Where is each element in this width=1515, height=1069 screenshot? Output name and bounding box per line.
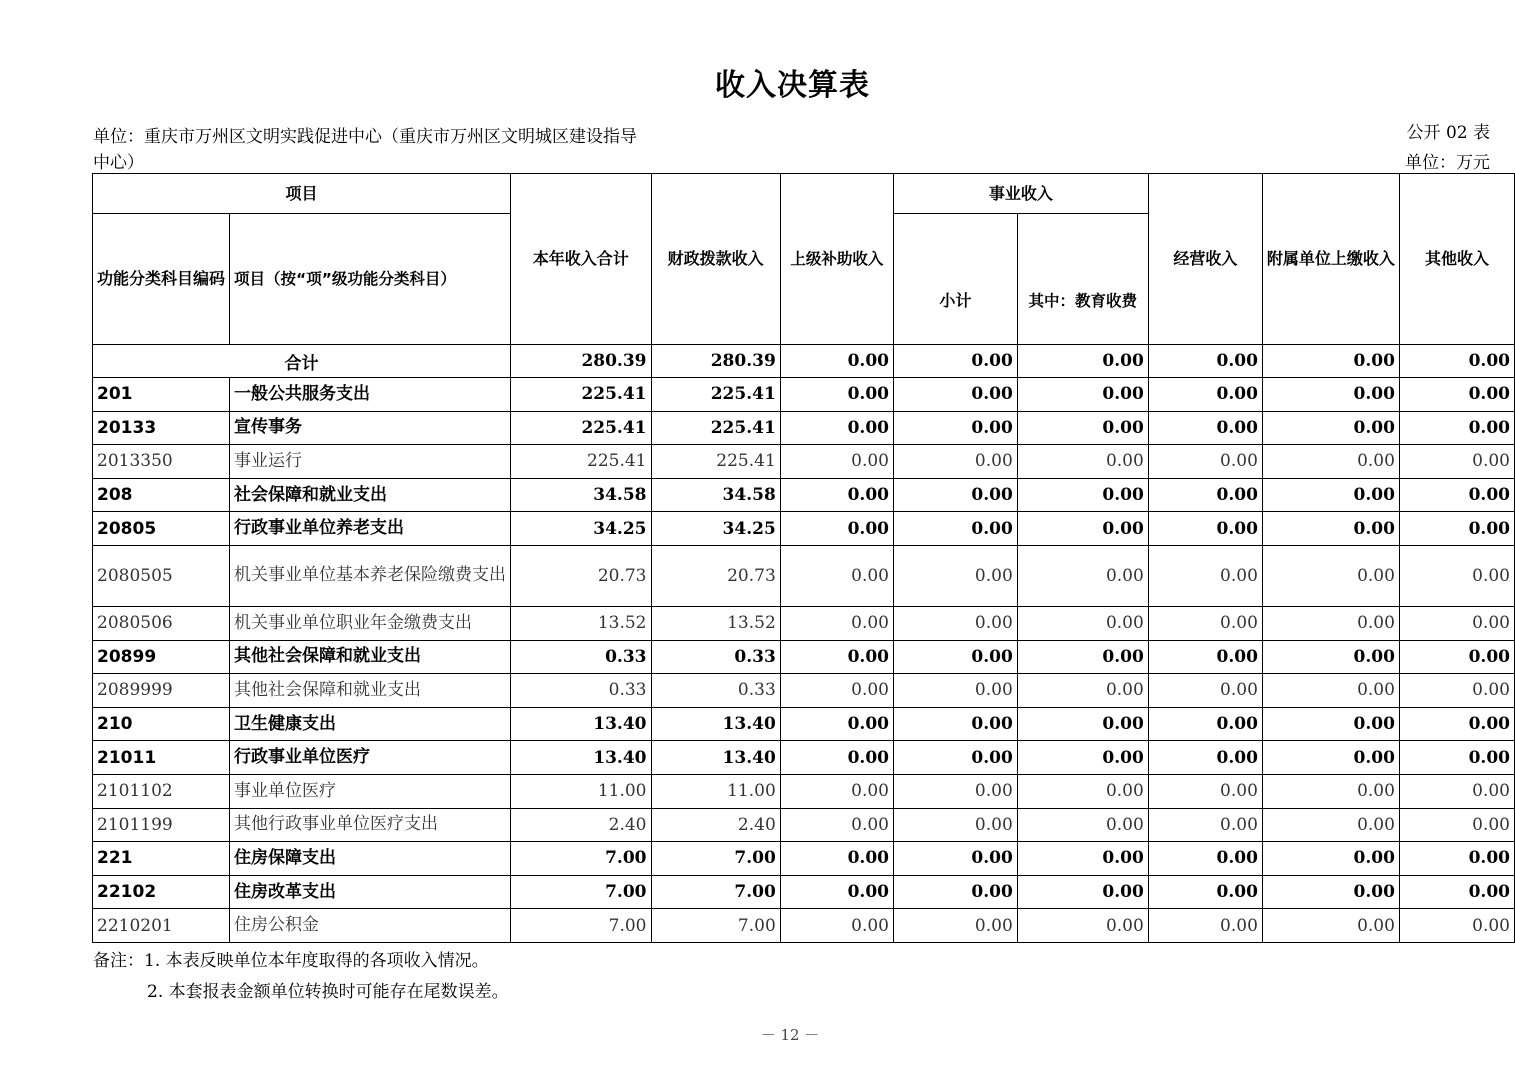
amount-cell: 0.00 bbox=[1262, 707, 1399, 741]
amount-cell: 0.00 bbox=[1399, 707, 1514, 741]
amount-cell: 0.00 bbox=[780, 445, 893, 479]
amount-cell: 0.00 bbox=[1399, 545, 1514, 606]
amount-cell: 0.00 bbox=[780, 909, 893, 943]
total-cell: 0.00 bbox=[1017, 345, 1148, 378]
amount-cell: 0.00 bbox=[1399, 512, 1514, 546]
amount-cell: 0.00 bbox=[893, 774, 1017, 808]
header-func-code: 功能分类科目编码 bbox=[93, 214, 230, 345]
amount-cell: 0.00 bbox=[1017, 411, 1148, 445]
amount-cell: 225.41 bbox=[651, 411, 780, 445]
table-row bbox=[93, 445, 1515, 479]
amount-cell: 0.00 bbox=[1399, 909, 1514, 943]
amount-cell: 34.58 bbox=[651, 478, 780, 512]
table-row bbox=[93, 774, 1515, 808]
amount-cell: 0.00 bbox=[1399, 808, 1514, 842]
amount-cell: 225.41 bbox=[651, 378, 780, 412]
total-cell: 0.00 bbox=[1399, 345, 1514, 378]
table-row bbox=[93, 707, 1515, 741]
amount-cell: 0.00 bbox=[1017, 741, 1148, 775]
header-superior-income: 上级补助收入 bbox=[780, 174, 893, 345]
func-name-cell: 机关事业单位职业年金缴费支出 bbox=[230, 606, 511, 640]
amount-cell: 0.00 bbox=[1262, 875, 1399, 909]
amount-cell: 0.00 bbox=[1262, 411, 1399, 445]
amount-cell: 225.41 bbox=[511, 411, 651, 445]
total-cell: 0.00 bbox=[1262, 345, 1399, 378]
table-row bbox=[93, 674, 1515, 708]
amount-cell: 0.00 bbox=[1148, 606, 1262, 640]
amount-cell: 7.00 bbox=[511, 875, 651, 909]
note-line: 备注：1. 本表反映单位本年度取得的各项收入情况。 bbox=[93, 951, 489, 971]
func-code-cell: 2013350 bbox=[93, 445, 230, 479]
func-name-cell: 事业运行 bbox=[230, 445, 511, 479]
func-code-cell: 22102 bbox=[93, 875, 230, 909]
amount-cell: 0.00 bbox=[1017, 445, 1148, 479]
func-name-cell: 行政事业单位医疗 bbox=[230, 741, 511, 775]
page-number: － 12 － bbox=[760, 1026, 820, 1044]
amount-cell: 0.00 bbox=[1017, 545, 1148, 606]
form-number: 公开 02 表 bbox=[1406, 123, 1490, 143]
amount-cell: 0.00 bbox=[893, 707, 1017, 741]
amount-cell: 0.00 bbox=[1017, 378, 1148, 412]
amount-cell: 7.00 bbox=[511, 909, 651, 943]
amount-cell: 0.00 bbox=[780, 640, 893, 674]
amount-cell: 0.00 bbox=[780, 545, 893, 606]
header-subtotal: 小计 bbox=[893, 214, 1017, 345]
table-row bbox=[93, 606, 1515, 640]
total-cell: 0.00 bbox=[780, 345, 893, 378]
amount-cell: 0.00 bbox=[1399, 411, 1514, 445]
func-name-cell: 住房保障支出 bbox=[230, 842, 511, 876]
amount-cell: 0.00 bbox=[1148, 774, 1262, 808]
header-project: 项目 bbox=[93, 174, 511, 214]
amount-cell: 0.00 bbox=[1017, 606, 1148, 640]
amount-cell: 13.40 bbox=[511, 707, 651, 741]
amount-cell: 0.00 bbox=[780, 842, 893, 876]
amount-cell: 0.00 bbox=[780, 606, 893, 640]
amount-cell: 7.00 bbox=[511, 842, 651, 876]
func-code-cell: 20133 bbox=[93, 411, 230, 445]
amount-cell: 7.00 bbox=[651, 909, 780, 943]
amount-cell: 0.00 bbox=[1399, 875, 1514, 909]
amount-cell: 0.00 bbox=[1262, 512, 1399, 546]
amount-cell: 0.00 bbox=[893, 478, 1017, 512]
amount-cell: 0.00 bbox=[1262, 545, 1399, 606]
amount-cell: 0.00 bbox=[780, 411, 893, 445]
amount-cell: 0.00 bbox=[780, 808, 893, 842]
amount-cell: 0.00 bbox=[893, 808, 1017, 842]
amount-cell: 0.00 bbox=[1148, 478, 1262, 512]
amount-cell: 0.00 bbox=[1262, 378, 1399, 412]
currency-unit: 单位：万元 bbox=[1405, 153, 1490, 173]
amount-cell: 0.00 bbox=[1148, 875, 1262, 909]
amount-cell: 0.00 bbox=[1399, 674, 1514, 708]
table-row bbox=[93, 411, 1515, 445]
amount-cell: 0.00 bbox=[1017, 774, 1148, 808]
amount-cell: 0.00 bbox=[893, 741, 1017, 775]
amount-cell: 0.00 bbox=[1017, 707, 1148, 741]
func-code-cell: 2101102 bbox=[93, 774, 230, 808]
amount-cell: 0.00 bbox=[893, 640, 1017, 674]
amount-cell: 13.52 bbox=[651, 606, 780, 640]
amount-cell: 0.00 bbox=[1399, 478, 1514, 512]
amount-cell: 0.00 bbox=[1262, 674, 1399, 708]
table-row bbox=[93, 875, 1515, 909]
amount-cell: 0.00 bbox=[1399, 774, 1514, 808]
amount-cell: 34.25 bbox=[511, 512, 651, 546]
amount-cell: 0.00 bbox=[1017, 875, 1148, 909]
amount-cell: 0.00 bbox=[780, 875, 893, 909]
func-code-cell: 20805 bbox=[93, 512, 230, 546]
func-code-cell: 2080505 bbox=[93, 545, 230, 606]
func-code-cell: 208 bbox=[93, 478, 230, 512]
amount-cell: 0.00 bbox=[1262, 808, 1399, 842]
header-business-income: 事业收入 bbox=[893, 174, 1148, 214]
amount-cell: 0.00 bbox=[1399, 378, 1514, 412]
amount-cell: 0.00 bbox=[1148, 842, 1262, 876]
func-name-cell: 行政事业单位养老支出 bbox=[230, 512, 511, 546]
func-code-cell: 2089999 bbox=[93, 674, 230, 708]
amount-cell: 20.73 bbox=[511, 545, 651, 606]
amount-cell: 34.25 bbox=[651, 512, 780, 546]
func-name-cell: 其他社会保障和就业支出 bbox=[230, 674, 511, 708]
table-row bbox=[93, 741, 1515, 775]
amount-cell: 0.00 bbox=[1148, 545, 1262, 606]
func-name-cell: 其他社会保障和就业支出 bbox=[230, 640, 511, 674]
amount-cell: 13.40 bbox=[651, 707, 780, 741]
func-code-cell: 2080506 bbox=[93, 606, 230, 640]
amount-cell: 2.40 bbox=[651, 808, 780, 842]
table-row bbox=[93, 512, 1515, 546]
total-label: 合计 bbox=[93, 345, 511, 378]
amount-cell: 0.00 bbox=[780, 741, 893, 775]
func-name-cell: 住房公积金 bbox=[230, 909, 511, 943]
table-row bbox=[93, 640, 1515, 674]
table-row bbox=[93, 909, 1515, 943]
func-name-cell: 宣传事务 bbox=[230, 411, 511, 445]
amount-cell: 0.00 bbox=[1262, 741, 1399, 775]
amount-cell: 0.00 bbox=[893, 411, 1017, 445]
func-name-cell: 社会保障和就业支出 bbox=[230, 478, 511, 512]
amount-cell: 0.00 bbox=[1017, 640, 1148, 674]
amount-cell: 0.00 bbox=[1148, 411, 1262, 445]
header-affiliated-income: 附属单位上缴收入 bbox=[1262, 174, 1399, 345]
amount-cell: 0.00 bbox=[1262, 909, 1399, 943]
header-row-1 bbox=[93, 174, 1515, 214]
amount-cell: 225.41 bbox=[651, 445, 780, 479]
func-code-cell: 21011 bbox=[93, 741, 230, 775]
amount-cell: 7.00 bbox=[651, 875, 780, 909]
func-name-cell: 其他行政事业单位医疗支出 bbox=[230, 808, 511, 842]
amount-cell: 0.00 bbox=[1262, 606, 1399, 640]
func-name-cell: 卫生健康支出 bbox=[230, 707, 511, 741]
func-code-cell: 210 bbox=[93, 707, 230, 741]
amount-cell: 7.00 bbox=[651, 842, 780, 876]
header-education-fee: 其中：教育收费 bbox=[1017, 214, 1148, 345]
amount-cell: 0.00 bbox=[1148, 445, 1262, 479]
func-name-cell: 事业单位医疗 bbox=[230, 774, 511, 808]
total-cell: 0.00 bbox=[893, 345, 1017, 378]
func-code-cell: 2210201 bbox=[93, 909, 230, 943]
amount-cell: 0.00 bbox=[780, 707, 893, 741]
header-func-name: 项目（按“项”级功能分类科目） bbox=[230, 214, 511, 345]
amount-cell: 0.00 bbox=[1148, 741, 1262, 775]
func-name-cell: 住房改革支出 bbox=[230, 875, 511, 909]
amount-cell: 0.00 bbox=[1262, 640, 1399, 674]
amount-cell: 13.40 bbox=[511, 741, 651, 775]
amount-cell: 0.00 bbox=[1148, 674, 1262, 708]
amount-cell: 11.00 bbox=[511, 774, 651, 808]
table-row bbox=[93, 545, 1515, 606]
amount-cell: 0.00 bbox=[1148, 640, 1262, 674]
table-row bbox=[93, 808, 1515, 842]
amount-cell: 0.00 bbox=[1262, 842, 1399, 876]
table-row bbox=[93, 478, 1515, 512]
amount-cell: 2.40 bbox=[511, 808, 651, 842]
amount-cell: 0.33 bbox=[651, 674, 780, 708]
amount-cell: 0.00 bbox=[1148, 378, 1262, 412]
table-row bbox=[93, 378, 1515, 412]
amount-cell: 0.00 bbox=[1262, 774, 1399, 808]
amount-cell: 0.00 bbox=[1017, 909, 1148, 943]
amount-cell: 0.00 bbox=[1399, 606, 1514, 640]
amount-cell: 0.00 bbox=[893, 445, 1017, 479]
total-cell: 280.39 bbox=[511, 345, 651, 378]
amount-cell: 0.00 bbox=[1017, 478, 1148, 512]
amount-cell: 0.00 bbox=[1399, 640, 1514, 674]
amount-cell: 0.00 bbox=[893, 875, 1017, 909]
amount-cell: 0.00 bbox=[1399, 741, 1514, 775]
amount-cell: 13.40 bbox=[651, 741, 780, 775]
total-cell: 0.00 bbox=[1148, 345, 1262, 378]
amount-cell: 34.58 bbox=[511, 478, 651, 512]
income-table bbox=[92, 173, 1515, 943]
total-cell: 280.39 bbox=[651, 345, 780, 378]
header-other-income: 其他收入 bbox=[1399, 174, 1514, 345]
amount-cell: 0.00 bbox=[780, 512, 893, 546]
amount-cell: 0.00 bbox=[1017, 808, 1148, 842]
amount-cell: 0.00 bbox=[1262, 445, 1399, 479]
amount-cell: 225.41 bbox=[511, 445, 651, 479]
notes bbox=[93, 946, 509, 1008]
table-row bbox=[93, 842, 1515, 876]
amount-cell: 225.41 bbox=[511, 378, 651, 412]
header-total-income: 本年收入合计 bbox=[511, 174, 651, 345]
report-title: 收入决算表 bbox=[715, 68, 870, 103]
func-code-cell: 201 bbox=[93, 378, 230, 412]
amount-cell: 0.00 bbox=[893, 545, 1017, 606]
reporting-unit: 单位：重庆市万州区文明实践促进中心（重庆市万州区文明城区建设指导中心） bbox=[93, 127, 637, 173]
amount-cell: 0.00 bbox=[893, 512, 1017, 546]
amount-cell: 0.00 bbox=[893, 909, 1017, 943]
amount-cell: 0.00 bbox=[1399, 445, 1514, 479]
func-code-cell: 221 bbox=[93, 842, 230, 876]
amount-cell: 0.33 bbox=[511, 640, 651, 674]
func-name-cell: 机关事业单位基本养老保险缴费支出 bbox=[230, 545, 511, 606]
amount-cell: 20.73 bbox=[651, 545, 780, 606]
amount-cell: 0.00 bbox=[1017, 674, 1148, 708]
header-operating-income: 经营收入 bbox=[1148, 174, 1262, 345]
amount-cell: 0.00 bbox=[780, 774, 893, 808]
amount-cell: 0.00 bbox=[780, 674, 893, 708]
note-line: 2. 本套报表金额单位转换时可能存在尾数误差。 bbox=[147, 982, 509, 1002]
func-code-cell: 2101199 bbox=[93, 808, 230, 842]
amount-cell: 0.00 bbox=[1399, 842, 1514, 876]
func-code-cell: 20899 bbox=[93, 640, 230, 674]
header-fiscal-income: 财政拨款收入 bbox=[651, 174, 780, 345]
amount-cell: 0.00 bbox=[1148, 707, 1262, 741]
amount-cell: 0.33 bbox=[651, 640, 780, 674]
func-name-cell: 一般公共服务支出 bbox=[230, 378, 511, 412]
amount-cell: 0.00 bbox=[893, 674, 1017, 708]
amount-cell: 0.00 bbox=[1148, 808, 1262, 842]
amount-cell: 0.00 bbox=[780, 478, 893, 512]
amount-cell: 0.00 bbox=[1148, 512, 1262, 546]
amount-cell: 0.00 bbox=[893, 378, 1017, 412]
amount-cell: 13.52 bbox=[511, 606, 651, 640]
total-row bbox=[93, 345, 1515, 378]
amount-cell: 0.00 bbox=[1017, 842, 1148, 876]
amount-cell: 0.00 bbox=[1262, 478, 1399, 512]
amount-cell: 11.00 bbox=[651, 774, 780, 808]
amount-cell: 0.00 bbox=[1017, 512, 1148, 546]
amount-cell: 0.00 bbox=[893, 842, 1017, 876]
amount-cell: 0.00 bbox=[1148, 909, 1262, 943]
amount-cell: 0.00 bbox=[893, 606, 1017, 640]
amount-cell: 0.33 bbox=[511, 674, 651, 708]
amount-cell: 0.00 bbox=[780, 378, 893, 412]
